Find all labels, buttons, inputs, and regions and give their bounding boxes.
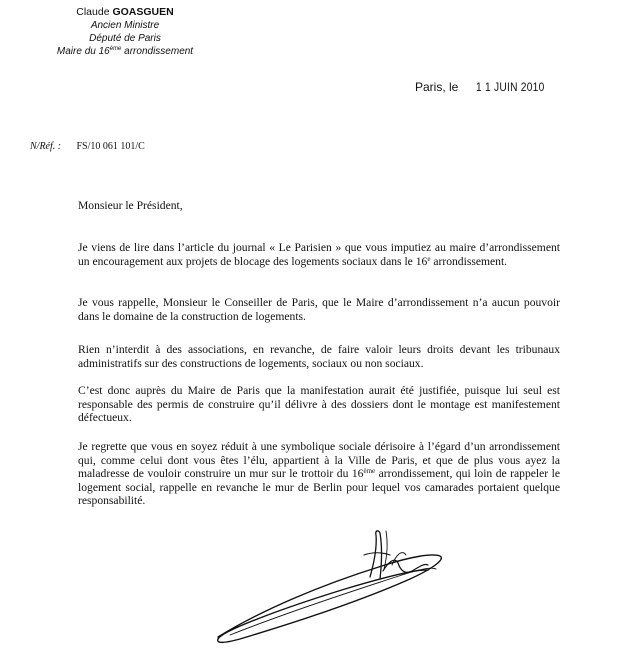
date-place: Paris, le bbox=[415, 80, 459, 94]
sender-last-name: GOASGUEN bbox=[112, 6, 174, 18]
sender-title-deputy: Député de Paris bbox=[89, 33, 161, 44]
mayor-title-start: Maire du 16 bbox=[56, 46, 110, 57]
reference-label: N/Réf. : bbox=[30, 141, 62, 152]
paragraph-3-text: Rien n’interdit à des associations, en revanche, de faire valoir leurs droits devant les tribunaux administratifs sur des constructions de logements, sociaux ou non sociaux. bbox=[78, 343, 560, 370]
paragraph-5-ordinal: ème bbox=[363, 467, 376, 476]
paragraph-4 bbox=[78, 384, 560, 425]
paragraph-5 bbox=[78, 440, 560, 508]
paragraph-5-end: arrondissement, qui loin de rappeler le logement social, rappelle en revanche le mur de Berlin pour lequel vos camarades portaient quelque responsabilité. bbox=[78, 467, 560, 508]
paragraph-1-ordinal: e bbox=[427, 254, 431, 263]
paragraph-2-text: Je vous rappelle, Monsieur le Conseiller de Paris, que le Maire d’arrondissement n’a aucun pouvoir dans le domaine de la construction de logements. bbox=[78, 296, 560, 323]
paragraph-4-text: C’est donc auprès du Maire de Paris que la manifestation aurait été justifiée, puisque lui seul est responsable des permis de construire qu’il délivre à des dossiers dont le montage est manifestement défectueux. bbox=[78, 384, 560, 425]
letterhead bbox=[0, 6, 250, 58]
handwritten-signature bbox=[170, 525, 460, 650]
paragraph-1-text bbox=[78, 241, 560, 268]
sender-first-name: Claude bbox=[76, 6, 110, 18]
paragraph-5-text bbox=[78, 440, 560, 508]
paragraph-1-main: Je viens de lire dans l’article du journal « Le Parisien » que vous imputiez au maire d’arrondissement un encouragement aux projets de blocage des logements sociaux dans le 16 bbox=[78, 241, 560, 268]
paragraph-1 bbox=[78, 241, 560, 268]
reference-line bbox=[30, 141, 145, 152]
sender-name bbox=[0, 6, 250, 19]
paragraph-3 bbox=[78, 343, 560, 370]
date-stamp: 1 1 JUIN 2010 bbox=[475, 80, 545, 94]
salutation bbox=[78, 199, 560, 213]
sender-title-mayor bbox=[0, 45, 250, 58]
mayor-title-ordinal: ème bbox=[109, 46, 122, 52]
reference-value: FS/10 061 101/C bbox=[76, 141, 145, 152]
paragraph-1-end: arrondissement. bbox=[430, 254, 508, 268]
date-line bbox=[415, 80, 556, 94]
paragraph-2 bbox=[78, 296, 560, 323]
salutation-text: Monsieur le Président, bbox=[78, 199, 183, 212]
sender-title-former-minister: Ancien Ministre bbox=[90, 20, 160, 31]
paragraph-5-main: Je regrette que vous en soyez réduit à une symbolique sociale dérisoire à l’égard d’un arrondissement qui, comme celui dont vous êtes l’élu, appartient à la Ville de Paris, et que de plus vous ayez la maladresse de vouloir construire un mur sur le trottoir du 16 bbox=[78, 440, 560, 481]
mayor-title-end: arrondissement bbox=[121, 46, 194, 57]
